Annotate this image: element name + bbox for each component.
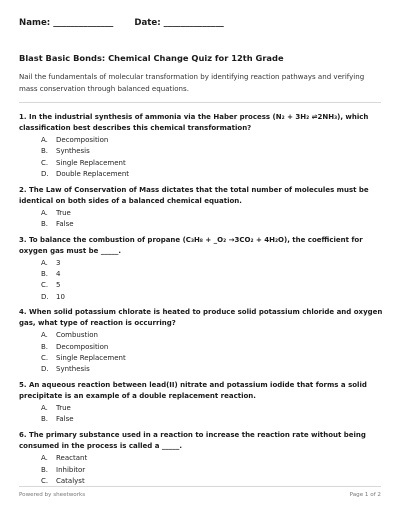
answer-option: [19, 158, 383, 169]
option-text: Single Replacement: [56, 158, 126, 167]
answer-option: [19, 465, 383, 476]
question-text: 3. To balance the combustion of propane (C₃H₈ + _O₂ →3CO₂ + 4H₂O), the coefficient for oxygen gas must be _____.: [19, 235, 363, 255]
question: [19, 380, 383, 426]
question: [19, 185, 383, 231]
question-text: 6. The primary substance used in a reaction to increase the reaction rate without being consumed in the process is called a _____.: [19, 431, 366, 451]
answer-option: [19, 146, 383, 157]
quiz-intro: Nail the fundamentals of molecular transformation by identifying reaction pathways and verifying mass conservation through balanced equations.: [19, 72, 365, 93]
question-list: [19, 112, 383, 492]
option-text: Double Replacement: [56, 169, 130, 178]
answer-options: [19, 453, 383, 487]
option-text: Catalyst: [56, 476, 85, 485]
question-text: 1. In the industrial synthesis of ammonia via the Haber process (N₂ + 3H₂ ⇌2NH₃), which classification best describes this chemical transformation?: [19, 113, 369, 132]
option-letter: B.: [41, 219, 49, 228]
question-text: 5. An aqueous reaction between lead(II) nitrate and potassium iodide that forms a solid precipitate is an example of a double replacement reaction.: [19, 381, 367, 401]
option-letter: B.: [41, 147, 49, 156]
answer-option: [19, 414, 383, 425]
option-text: 10: [56, 292, 65, 301]
question: [19, 307, 383, 375]
answer-option: [19, 453, 383, 464]
option-letter: B.: [41, 270, 49, 279]
option-text: Decomposition: [56, 342, 109, 351]
option-text: 5: [56, 281, 61, 290]
question: [19, 235, 383, 303]
option-letter: D.: [41, 365, 49, 374]
option-letter: C.: [41, 158, 49, 167]
name-field-label: Name: ______________: [19, 18, 114, 28]
header-fields: [19, 18, 242, 28]
answer-option: [19, 258, 383, 269]
option-text: Synthesis: [56, 147, 90, 156]
powered-by-label: Powered by sheetworks: [19, 492, 86, 498]
question: [19, 430, 383, 487]
option-letter: B.: [41, 415, 49, 424]
option-text: Single Replacement: [56, 354, 126, 363]
answer-options: [19, 330, 383, 375]
answer-options: [19, 258, 383, 303]
answer-option: [19, 364, 383, 375]
answer-option: [19, 403, 383, 414]
answer-option: [19, 269, 383, 280]
answer-option: [19, 208, 383, 219]
answer-option: [19, 280, 383, 291]
option-text: Synthesis: [56, 365, 90, 374]
option-text: False: [56, 219, 74, 228]
answer-option: [19, 219, 383, 230]
option-letter: A.: [41, 454, 48, 463]
answer-option: [19, 135, 383, 146]
option-text: True: [56, 404, 71, 413]
option-letter: A.: [41, 404, 48, 413]
option-letter: C.: [41, 281, 49, 290]
answer-options: [19, 403, 383, 426]
divider: [19, 102, 381, 103]
answer-option: [19, 342, 383, 353]
option-text: 4: [56, 270, 61, 279]
option-text: Combustion: [56, 331, 98, 340]
answer-option: [19, 169, 383, 180]
option-letter: C.: [41, 476, 49, 485]
answer-option: [19, 330, 383, 341]
option-letter: A.: [41, 136, 48, 144]
option-letter: A.: [41, 258, 48, 267]
page-number: Page 1 of 2: [349, 492, 381, 498]
option-letter: B.: [41, 342, 49, 351]
option-text: False: [56, 415, 74, 424]
answer-option: [19, 292, 383, 303]
question: [19, 112, 383, 180]
answer-option: [19, 353, 383, 364]
option-text: Reactant: [56, 454, 88, 463]
question-text: 2. The Law of Conservation of Mass dictates that the total number of molecules must be identical on both sides of a balanced chemical equation.: [19, 185, 369, 205]
option-letter: D.: [41, 169, 49, 178]
option-letter: A.: [41, 331, 48, 340]
option-letter: D.: [41, 292, 49, 301]
option-letter: A.: [41, 208, 48, 217]
option-letter: C.: [41, 354, 49, 363]
option-letter: B.: [41, 465, 49, 474]
footer-divider: [19, 486, 381, 487]
question-text: 4. When solid potassium chlorate is heated to produce solid potassium chloride and oxygen gas, what type of reaction is occurring?: [19, 308, 383, 328]
date-field-label: Date: ______________: [134, 18, 224, 28]
option-text: Inhibitor: [56, 465, 86, 474]
option-text: 3: [56, 258, 61, 267]
option-text: True: [56, 208, 71, 217]
answer-options: [19, 208, 383, 231]
option-text: Decomposition: [56, 136, 109, 144]
answer-options: [19, 135, 383, 180]
quiz-title: Blast Basic Bonds: Chemical Change Quiz for 12th Grade: [19, 53, 284, 63]
